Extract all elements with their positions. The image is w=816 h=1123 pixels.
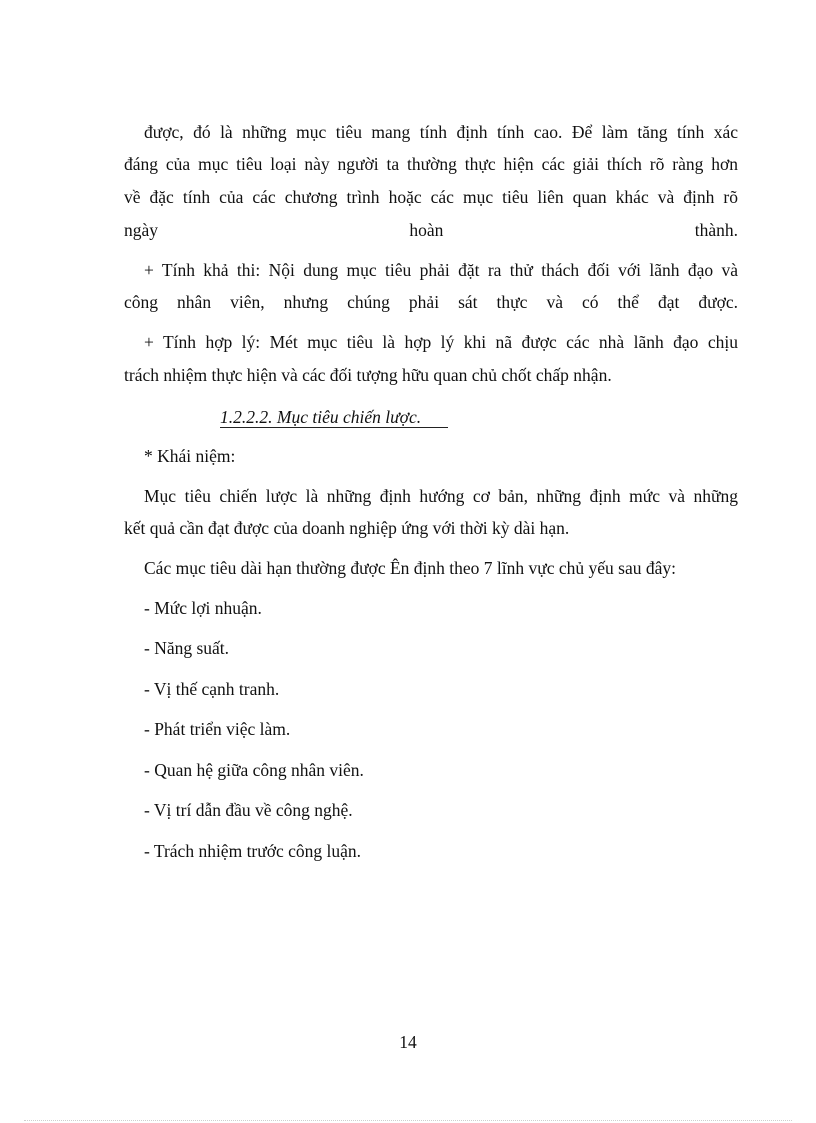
paragraph-1-line-3: về đặc tính của các chương trình hoặc các mục tiêu liên quan khác và định rõ bbox=[124, 187, 738, 207]
definition-line-1: Mục tiêu chiến lược là những định hướng cơ bản, những định mức và những bbox=[144, 486, 738, 506]
definition-line-2: kết quả cần đạt được của doanh nghiệp ứng với thời kỳ dài hạn. bbox=[124, 518, 570, 538]
paragraph-3-line-2: trách nhiệm thực hiện và các đối tượng hữu quan chủ chốt chấp nhận. bbox=[124, 365, 612, 385]
paragraph-2-line-1: + Tính khả thi: Nội dung mục tiêu phải đặt ra thử thách đối với lãnh đạo và bbox=[144, 260, 738, 280]
section-heading-underline bbox=[220, 427, 448, 428]
list-item: - Mức lợi nhuận. bbox=[144, 598, 262, 618]
section-heading: 1.2.2.2. Mục tiêu chiến lược. bbox=[220, 407, 422, 427]
list-item: - Vị trí dẫn đầu về công nghệ. bbox=[144, 800, 353, 820]
list-item: - Năng suất. bbox=[144, 638, 230, 658]
paragraph-1-line-4: ngày hoàn thành. bbox=[124, 220, 738, 240]
list-item: - Phát triển việc làm. bbox=[144, 719, 291, 739]
paragraph-2-line-2: công nhân viên, nhưng chúng phải sát thực và có thể đạt được. bbox=[124, 292, 738, 312]
list-item: - Vị thế cạnh tranh. bbox=[144, 679, 280, 699]
intro-line: Các mục tiêu dài hạn thường được Ên định theo 7 lĩnh vực chủ yếu sau đây: bbox=[144, 558, 676, 578]
paragraph-3-line-1: + Tính hợp lý: Mét mục tiêu là hợp lý khi nã được các nhà lãnh đạo chịu bbox=[144, 332, 738, 352]
page-number: 14 bbox=[399, 1032, 417, 1052]
list-item: - Trách nhiệm trước công luận. bbox=[144, 841, 362, 861]
list-item: - Quan hệ giữa công nhân viên. bbox=[144, 760, 364, 780]
paragraph-1-line-2: đáng của mục tiêu loại này người ta thường thực hiện các giải thích rõ ràng hơn bbox=[124, 154, 738, 174]
paragraph-1-line-1: được, đó là những mục tiêu mang tính định tính cao. Để làm tăng tính xác bbox=[144, 122, 738, 142]
page-bottom-rule bbox=[24, 1120, 792, 1121]
concept-label: * Khái niệm: bbox=[144, 446, 236, 466]
